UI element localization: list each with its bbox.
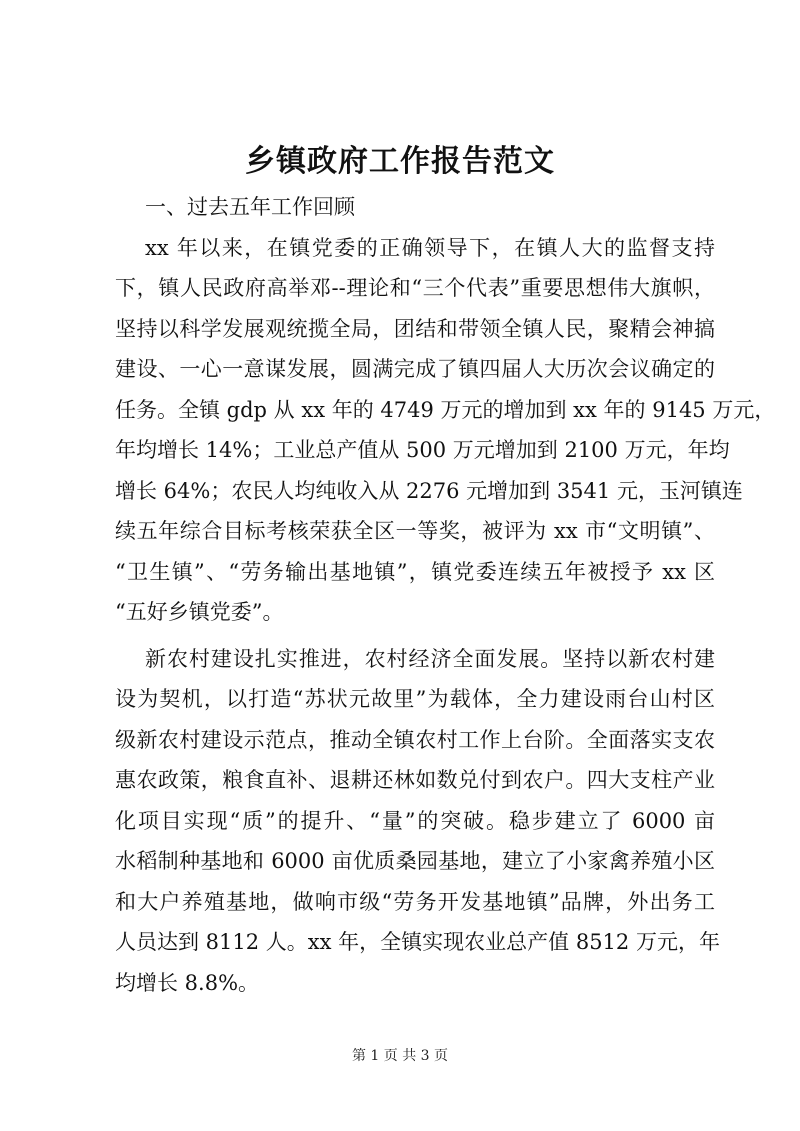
document-body <box>115 187 776 1003</box>
paragraph-line: 设为契机，以打造“苏状元故里”为载体，全力建设雨台山村区 <box>115 687 715 711</box>
page-title: 乡镇政府工作报告范文 <box>245 144 555 179</box>
paragraph-line: 水稻制种基地和 6000 亩优质桑园基地，建立了小家禽养殖小区 <box>115 849 715 873</box>
paragraph-line: 均增长 8.8%。 <box>115 970 260 995</box>
paragraph-line: 和大户养殖基地，做响市级“劳务开发基地镇”品牌，外出务工 <box>115 889 715 914</box>
paragraph-line: 人员达到 8112 人。xx 年，全镇实现农业总产值 8512 万元，年 <box>115 930 720 954</box>
paragraph-line: 新农村建设扎实推进，农村经济全面发展。坚持以新农村建 <box>145 646 715 671</box>
paragraph-line: 惠农政策，粮食直补、退耕还林如数兑付到农户。四大支柱产业 <box>115 768 715 792</box>
paragraph-line: 化项目实现“质”的提升、“量”的突破。稳步建立了 6000 亩 <box>115 808 715 833</box>
paragraph-line: 级新农村建设示范点，推动全镇农村工作上台阶。全面落实支农 <box>115 727 715 752</box>
paragraph-line: 增长 64%；农民人均纯收入从 2276 元增加到 3541 元，玉河镇连 <box>115 478 743 503</box>
paragraph-line: 建设、一心一意谋发展，圆满完成了镇四届人大历次会议确定的 <box>115 357 715 381</box>
paragraph-line: “五好乡镇党委”。 <box>115 600 284 624</box>
section-heading: 一、过去五年工作回顾 <box>145 195 355 219</box>
page-footer: 第 1 页 共 3 页 <box>351 1048 449 1064</box>
paragraph-line: 下，镇人民政府高举邓--理论和“三个代表”重要思想伟大旗帜， <box>115 276 715 300</box>
paragraph-line: “卫生镇”、“劳务输出基地镇”，镇党委连续五年被授予 xx 区 <box>115 559 715 584</box>
paragraph-line: 续五年综合目标考核荣获全区一等奖，被评为 xx 市“文明镇”、 <box>115 519 715 543</box>
paragraph-line: 任务。全镇 gdp 从 xx 年的 4749 万元的增加到 xx 年的 9145 万元， <box>115 397 776 422</box>
paragraph-line: 年均增长 14%；工业总产值从 500 万元增加到 2100 万元，年均 <box>115 438 730 462</box>
paragraph-line: 坚持以科学发展观统揽全局，团结和带领全镇人民，聚精会神搞 <box>115 316 715 341</box>
paragraph-line: xx 年以来，在镇党委的正确领导下，在镇人大的监督支持 <box>145 235 715 260</box>
